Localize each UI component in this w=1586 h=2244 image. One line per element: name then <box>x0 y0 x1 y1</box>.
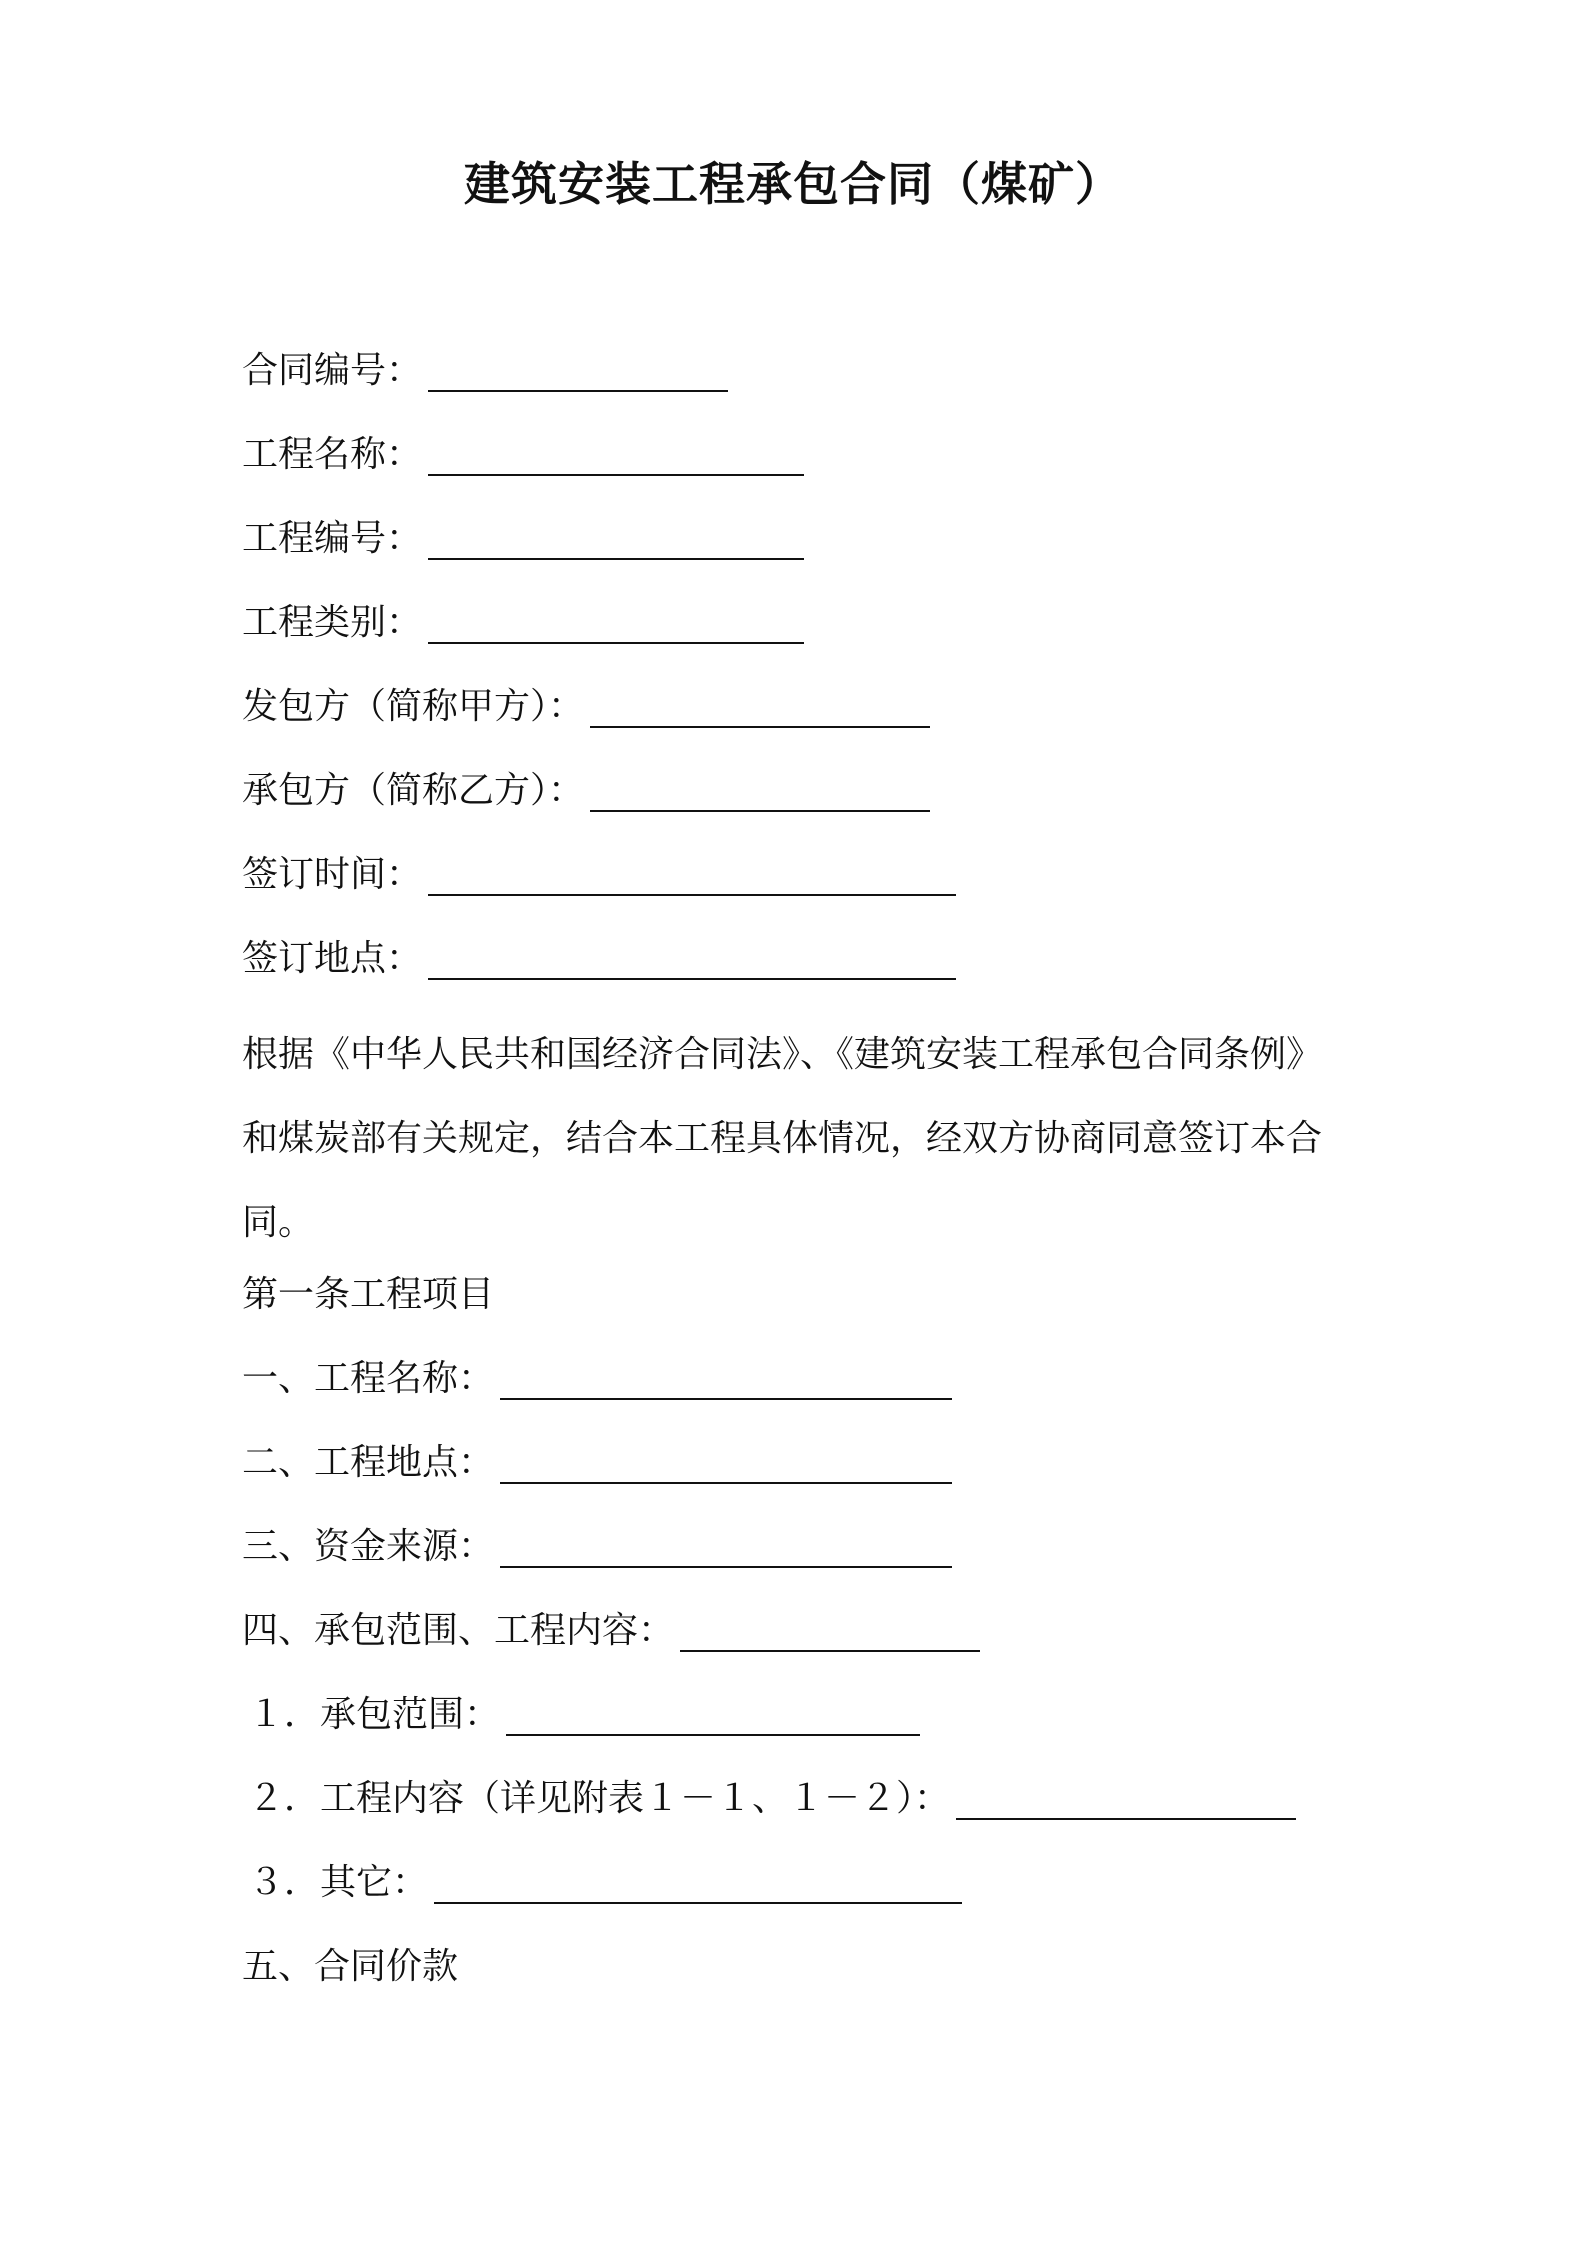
article-heading: 第一条工程项目 <box>242 1273 495 1315</box>
blank-line <box>428 438 804 476</box>
field-label: 签订时间： <box>242 853 423 895</box>
blank-line <box>434 1866 962 1904</box>
field-label: 合同编号： <box>242 349 423 391</box>
blank-line <box>956 1782 1296 1820</box>
field-project-name <box>242 426 804 476</box>
blank-line <box>590 774 930 812</box>
blank-line <box>500 1362 952 1400</box>
field-project-number <box>242 510 804 560</box>
blank-line <box>680 1614 980 1652</box>
item-label: ２．工程内容（详见附表１－１、１－２）： <box>248 1777 951 1819</box>
field-label: 工程编号： <box>242 517 423 559</box>
section-heading-price: 五、合同价款 <box>242 1945 459 1987</box>
blank-line <box>590 690 930 728</box>
field-project-category <box>242 594 804 644</box>
item-label: ３．其它： <box>248 1861 429 1903</box>
item-content <box>248 1770 1296 1820</box>
item-fund-source <box>242 1518 952 1568</box>
blank-line <box>506 1698 920 1736</box>
item-project-name <box>242 1350 952 1400</box>
field-label: 承包方（简称乙方）： <box>242 769 585 811</box>
item-label: 三、资金来源： <box>242 1525 495 1567</box>
field-label: 发包方（简称甲方）： <box>242 685 585 727</box>
item-label: １．承包范围： <box>248 1693 501 1735</box>
field-signing-date <box>242 846 956 896</box>
preamble-paragraph: 根据《中华人民共和国经济合同法》、《建筑安装工程承包合同条例》和煤炭部有关规定，结合本工程具体情况，经双方协商同意签订本合同。 <box>242 1034 1323 1243</box>
blank-line <box>428 942 956 980</box>
item-label: 一、工程名称： <box>242 1357 495 1399</box>
blank-line <box>428 354 728 392</box>
blank-line <box>500 1446 952 1484</box>
field-label: 签订地点： <box>242 937 423 979</box>
blank-line <box>428 858 956 896</box>
item-project-location <box>242 1434 952 1484</box>
item-label: 二、工程地点： <box>242 1441 495 1483</box>
field-label: 工程类别： <box>242 601 423 643</box>
field-signing-place <box>242 930 956 980</box>
blank-line <box>500 1530 952 1568</box>
item-scope-content <box>242 1602 980 1652</box>
field-employer <box>242 678 930 728</box>
item-scope <box>248 1686 920 1736</box>
blank-line <box>428 606 804 644</box>
field-contractor <box>242 762 930 812</box>
field-contract-number <box>242 342 728 392</box>
item-label: 四、承包范围、工程内容： <box>242 1609 675 1651</box>
document-title: 建筑安装工程承包合同（煤矿） <box>464 157 1122 211</box>
blank-line <box>428 522 804 560</box>
item-other <box>248 1854 962 1904</box>
field-label: 工程名称： <box>242 433 423 475</box>
